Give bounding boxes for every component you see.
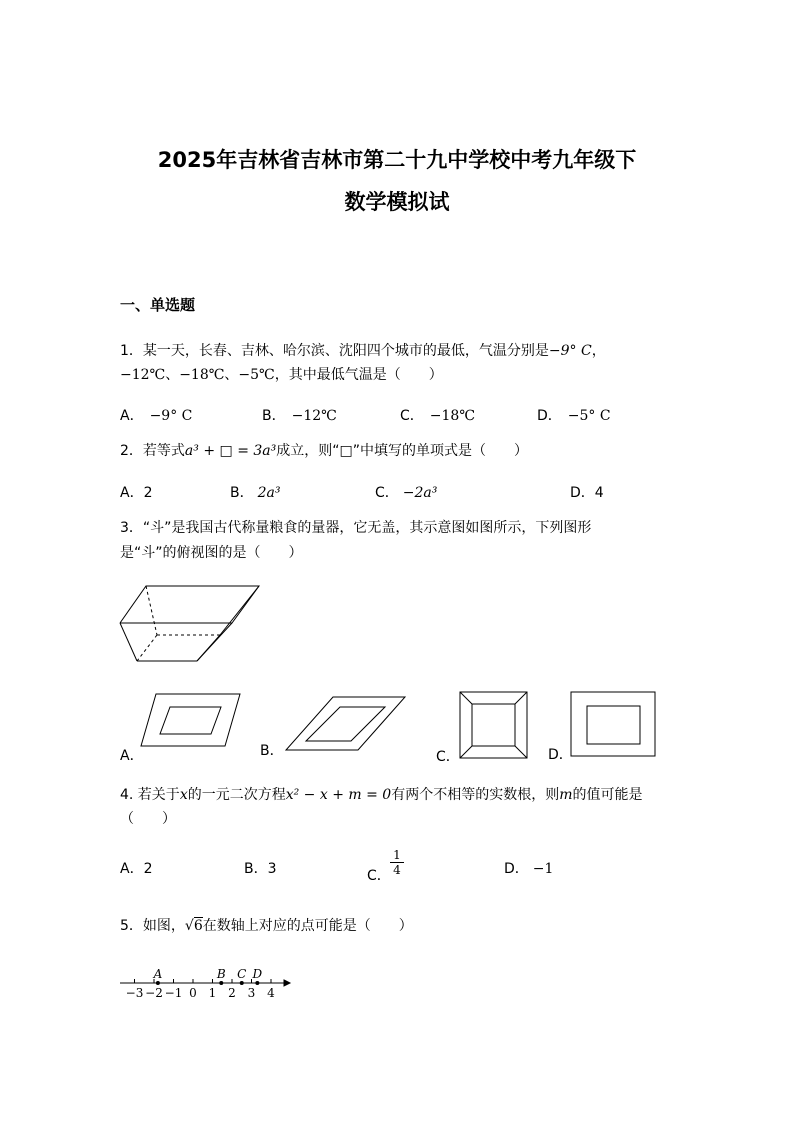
q3-option-d: D． bbox=[548, 747, 573, 763]
q1-option-b: B． −12℃ bbox=[262, 408, 337, 424]
section-heading: 一、单选题 bbox=[120, 296, 196, 314]
number-line-tick-label: 0 bbox=[189, 986, 197, 1000]
number-line-point-label: A bbox=[153, 967, 163, 981]
q4-option-d: D． −1 bbox=[504, 861, 554, 877]
question-3-line1: 3．“斗”是我国古代称量粮食的量器，它无盖，其示意图如图所示，下列图形 bbox=[120, 520, 592, 536]
number-line-tick-label: −3 bbox=[125, 986, 144, 1000]
number-line-point-label: D bbox=[252, 967, 263, 981]
number-line-point bbox=[240, 981, 244, 985]
page-title-line1: 2025年吉林省吉林市第二十九中学校中考九年级下 bbox=[157, 148, 637, 172]
question-2-stem: 2．若等式a³ + □ = 3a³成立，则“□”中填写的单项式是（ ） bbox=[120, 443, 528, 459]
q2-option-a: A．2 bbox=[120, 485, 153, 501]
number-line-arrow bbox=[284, 980, 290, 986]
q4-option-c: C． bbox=[367, 868, 391, 884]
number-line-point bbox=[219, 981, 223, 985]
number-line-tick-label: −1 bbox=[164, 986, 183, 1000]
number-line-tick-label: 2 bbox=[228, 986, 236, 1000]
question-1-stem: 1．某一天，长春、吉林、哈尔滨、沈阳四个城市的最低，气温分别是 bbox=[120, 343, 549, 359]
q3-option-a: A． bbox=[120, 748, 144, 764]
q1-question: ，其中最低气温是（ ） bbox=[274, 367, 443, 383]
q4-equation: x² − x + m = 0 bbox=[285, 787, 392, 803]
q2-option-d: D．4 bbox=[570, 485, 604, 501]
q3-option-b: B． bbox=[260, 743, 284, 759]
number-line-tick-label: 1 bbox=[208, 986, 217, 1000]
question-4-line2: （ ） bbox=[120, 811, 176, 827]
question-4-line1: 4. 若关于x的一元二次方程x² − x + m = 0有两个不相等的实数根，则m的值可能是 bbox=[120, 787, 643, 803]
q4-option-a: A．2 bbox=[120, 861, 153, 877]
number-line-point bbox=[156, 981, 160, 985]
q1-option-a: A． −9° C bbox=[120, 408, 193, 424]
number-line-tick-label: 4 bbox=[267, 986, 275, 1000]
number-line-tick-label: −2 bbox=[145, 986, 163, 1000]
number-line-point-label: B bbox=[216, 967, 226, 981]
q3-option-c: C． bbox=[436, 749, 460, 765]
sqrt-symbol: √ bbox=[184, 918, 194, 934]
q1-comma: ， bbox=[591, 343, 606, 359]
page-title-line2: 数学模拟试 bbox=[344, 190, 450, 214]
q2-option-c: C． −2a³ bbox=[375, 485, 438, 501]
question-3-line2: 是“斗”的俯视图的是（ ） bbox=[120, 545, 303, 561]
q1-option-c: C． −18℃ bbox=[400, 408, 475, 424]
q1-temps-math: −12℃、−18℃、−5℃ bbox=[120, 367, 275, 383]
q1-temp-math: −9° C bbox=[548, 343, 592, 359]
q1-option-d: D． −5° C bbox=[537, 408, 611, 424]
q2-option-b: B． 2a³ bbox=[230, 485, 281, 501]
q2-equation: a³ + □ = 3a³ bbox=[184, 443, 277, 459]
q4-option-b: B．3 bbox=[244, 861, 277, 877]
number-line-point-label: C bbox=[237, 967, 247, 981]
q4-option-c-fraction: 1 4 bbox=[390, 848, 404, 877]
number-line-point bbox=[255, 981, 259, 985]
question-5-stem: 5．如图，√6在数轴上对应的点可能是（ ） bbox=[120, 918, 413, 934]
number-line-tick-label: 3 bbox=[247, 986, 256, 1000]
